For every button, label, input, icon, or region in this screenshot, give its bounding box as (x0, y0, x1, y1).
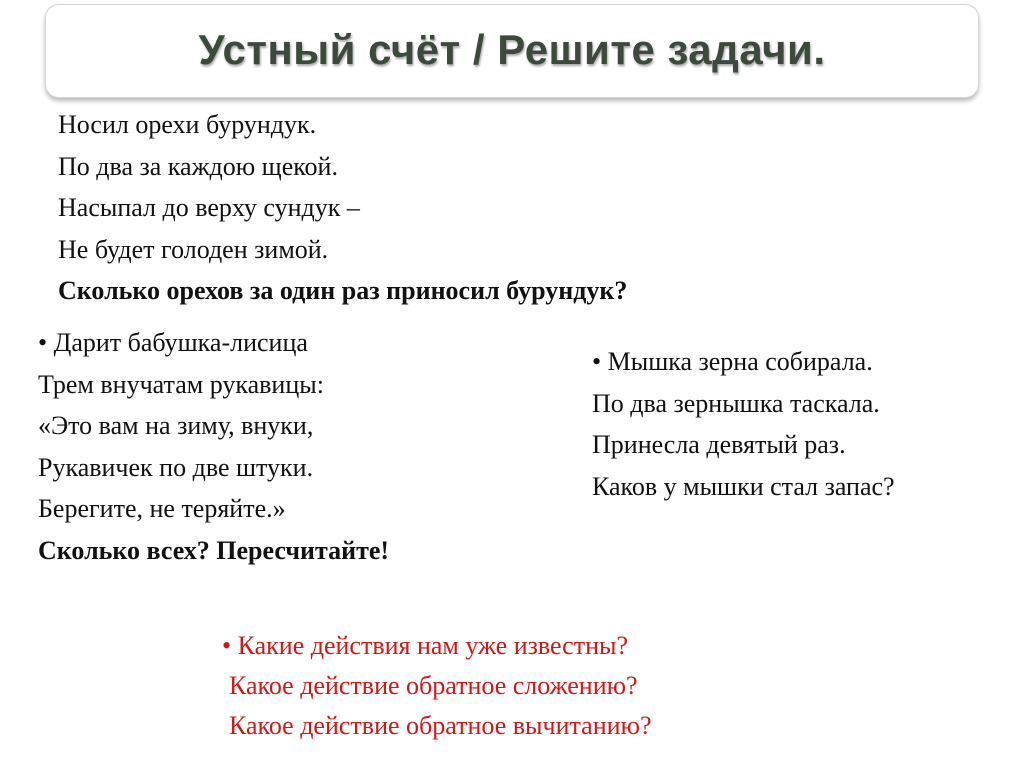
riddle-line: Рукавичек по две штуки. (38, 452, 314, 482)
riddle-line: Принесла девятый раз. (592, 430, 846, 459)
review-questions (222, 626, 652, 746)
riddle-line: «Это вам на зиму, внуки, (38, 411, 314, 440)
riddle-line: • Мышка зерна собирала. (592, 347, 873, 376)
mouse-riddle (592, 341, 895, 507)
question-line: Какое действие обратное сложению? (229, 671, 638, 700)
question-line: Какое действие обратное вычитанию? (229, 711, 652, 740)
riddle-line: По два зернышка таскала. (592, 388, 880, 418)
question-line: • Какие действия нам уже известны? (222, 631, 629, 660)
riddle-line: Каков у мышки стал запас? (592, 471, 895, 501)
riddle-line: Не будет голоден зимой. (58, 234, 329, 264)
chipmunk-riddle (58, 104, 627, 312)
riddle-question: Сколько всех? Пересчитайте! (38, 535, 390, 565)
fox-riddle (38, 322, 389, 571)
riddle-line: Насыпал до верху сундук – (58, 193, 360, 222)
riddle-line: Берегите, не теряйте.» (38, 494, 286, 523)
riddle-line: Носил орехи бурундук. (58, 110, 317, 139)
riddle-line: Трем внучатам рукавицы: (38, 369, 324, 399)
riddle-line: По два за каждою щекой. (58, 151, 338, 181)
title-box (45, 4, 979, 98)
slide-title: Устный счёт / Решите задачи. (198, 26, 826, 73)
riddle-line: • Дарит бабушка-лисица (38, 328, 308, 357)
riddle-question: Сколько орехов за один раз приносил бурундук? (58, 276, 628, 305)
